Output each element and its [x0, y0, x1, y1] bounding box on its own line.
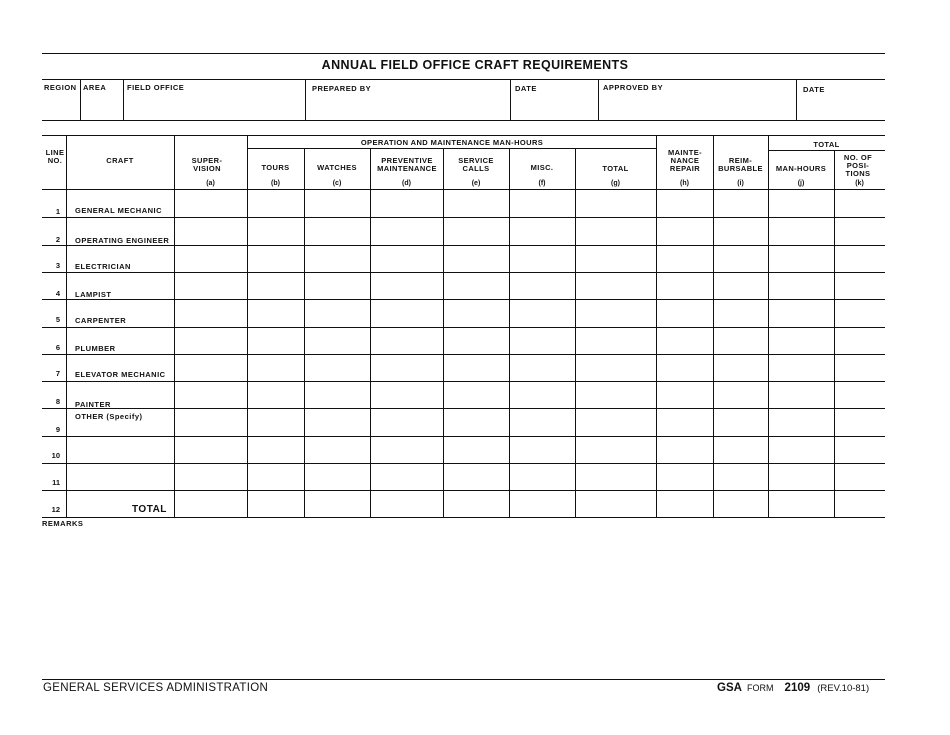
form-number: 2109	[784, 682, 811, 694]
prepared-date-label: DATE	[515, 84, 537, 93]
craft-name: ELEVATOR MECHANIC	[75, 370, 166, 379]
line-number: 10	[51, 451, 60, 460]
approved-date-field[interactable]	[797, 80, 885, 120]
craft-name: CARPENTER	[75, 316, 127, 325]
line-number: 8	[55, 397, 60, 406]
field-office-field[interactable]	[124, 80, 305, 120]
code-a: (a)	[206, 180, 215, 187]
form-prefix: GSA	[717, 682, 742, 694]
area-field[interactable]	[81, 80, 123, 120]
positions-header: NO. OF POSI- TIONS	[843, 153, 873, 178]
line-number: 6	[55, 343, 60, 352]
craft-name: OPERATING ENGINEER	[75, 236, 170, 245]
watches-header: WATCHES	[317, 163, 357, 172]
line-number: 4	[55, 289, 60, 298]
line-number: 2	[55, 235, 60, 244]
prepared-by-field[interactable]	[306, 80, 510, 120]
line-number: 5	[55, 315, 60, 324]
code-d: (d)	[402, 180, 411, 187]
line-number: 11	[52, 478, 60, 487]
preventive-maintenance-header: PREVENTIVE MAINTENANCE	[377, 156, 437, 173]
approved-date-label: DATE	[803, 85, 825, 94]
maintenance-repair-header: MAINTE- NANCE REPAIR	[667, 148, 703, 173]
region-field[interactable]	[42, 80, 80, 120]
area-label: AREA	[83, 83, 107, 92]
craft-name: LAMPIST	[75, 290, 112, 299]
line-no-header: LINE NO.	[45, 148, 65, 165]
code-j: (j)	[797, 180, 805, 187]
tours-header: TOURS	[261, 163, 290, 172]
prepared-by-label: PREPARED BY	[312, 84, 372, 93]
line-number: 3	[55, 261, 60, 270]
other-craft-input-11[interactable]	[67, 464, 174, 490]
craft-name: PLUMBER	[75, 344, 116, 353]
line-number: 1	[55, 207, 60, 216]
code-f: (f)	[538, 180, 546, 187]
craft-name: ELECTRICIAN	[75, 262, 131, 271]
remarks-label: REMARKS	[42, 519, 84, 528]
om-total-header: TOTAL	[602, 164, 629, 173]
code-g: (g)	[611, 180, 620, 187]
service-calls-header: SERVICE CALLS	[458, 156, 494, 173]
other-craft-input-9[interactable]	[67, 423, 174, 436]
code-e: (e)	[471, 180, 481, 187]
operation-maintenance-header: OPERATION AND MAINTENANCE MAN-HOURS	[360, 138, 544, 147]
line-number: 12	[51, 505, 60, 514]
man-hours-header: MAN-HOURS	[775, 164, 827, 173]
form-title: ANNUAL FIELD OFFICE CRAFT REQUIREMENTS	[321, 58, 629, 72]
remarks-area[interactable]	[42, 530, 885, 675]
prepared-date-field[interactable]	[511, 80, 598, 120]
line-number: 7	[55, 369, 60, 378]
misc-header: MISC.	[530, 163, 554, 172]
agency-name: GENERAL SERVICES ADMINISTRATION	[43, 682, 269, 694]
other-craft-input-10[interactable]	[67, 437, 174, 463]
form-word: FORM	[746, 683, 774, 693]
code-c: (c)	[332, 180, 342, 187]
code-h: (h)	[680, 180, 689, 187]
form-revision: (REV.10-81)	[817, 683, 870, 694]
approved-by-label: APPROVED BY	[603, 83, 664, 92]
form-identifier	[717, 682, 869, 694]
field-office-label: FIELD OFFICE	[127, 83, 185, 92]
other-specify-label: OTHER (Specify)	[75, 412, 143, 421]
craft-name: PAINTER	[75, 400, 111, 409]
code-k: (k)	[855, 180, 864, 187]
approved-by-field[interactable]	[599, 80, 796, 120]
code-i: (i)	[737, 180, 744, 187]
total-row-label: TOTAL	[132, 504, 167, 515]
total-group-header: TOTAL	[813, 140, 840, 149]
craft-header: CRAFT	[106, 156, 134, 165]
supervision-header: SUPER- VISION	[191, 156, 223, 173]
line-number: 9	[55, 425, 60, 434]
code-b: (b)	[271, 180, 280, 187]
region-label: REGION	[44, 83, 77, 92]
craft-name: GENERAL MECHANIC	[75, 206, 163, 215]
reimbursable-header: REIM- BURSABLE	[718, 156, 763, 173]
